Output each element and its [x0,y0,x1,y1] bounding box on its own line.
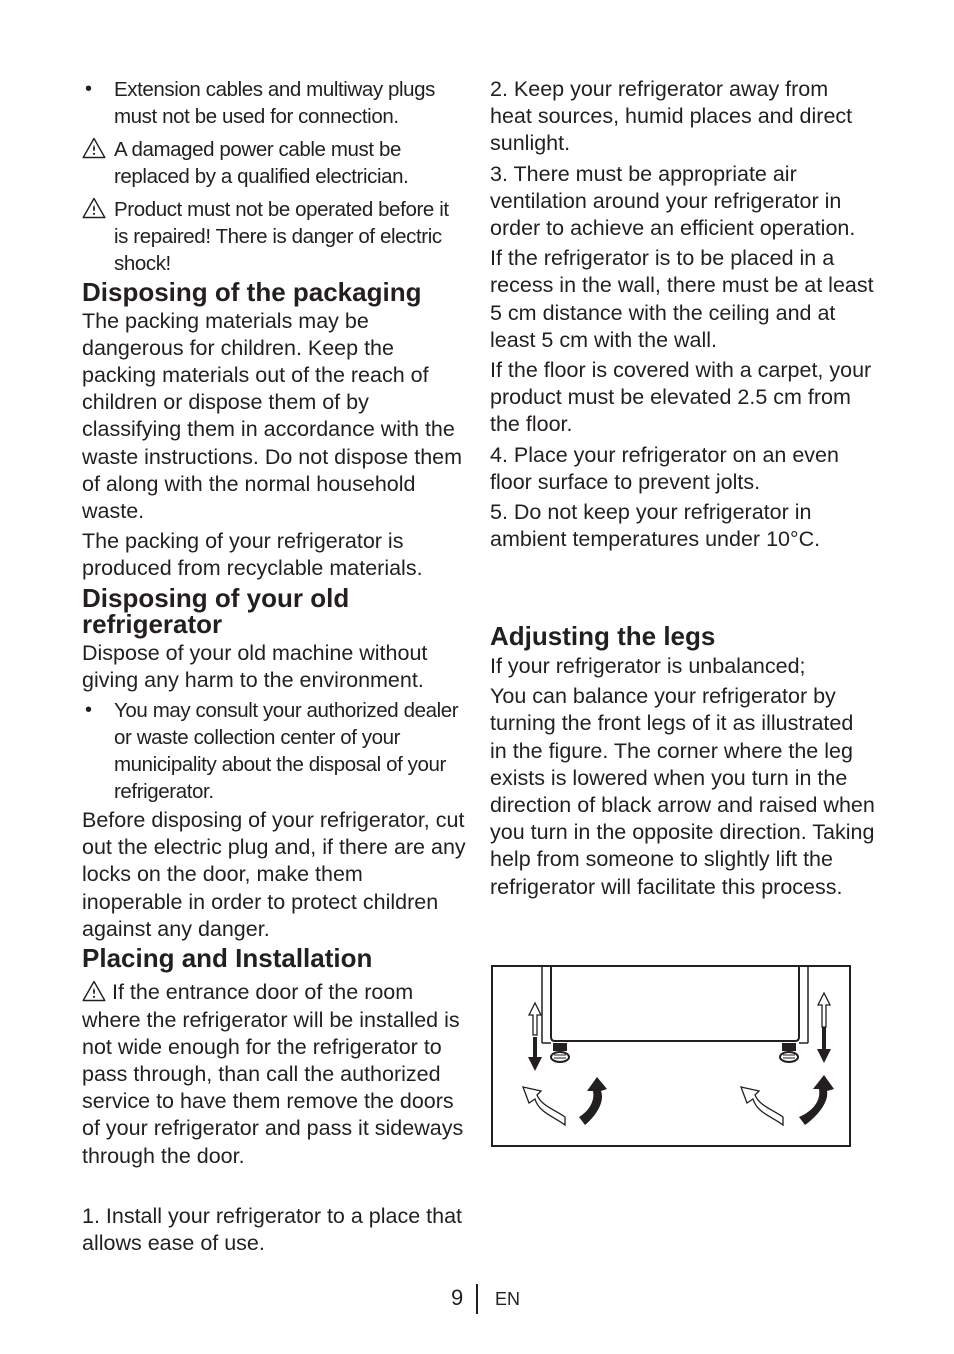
packaging-paragraph-2: The packing of your refrigerator is produced from recyclable materials. [82,529,423,581]
placing-warning [82,979,467,1169]
step-5: 5. Do not keep your refrigerator in ambient temperatures under 10°C. [490,500,821,552]
old-fridge-paragraph-1: Dispose of your old machine without giving any harm to the environment. [82,640,428,692]
heading-line-1: Disposing of your old [82,582,350,613]
warning-triangle-icon [82,137,106,159]
right-column [490,76,875,901]
page-footer [0,1283,954,1315]
heading-disposing-old-fridge [82,582,467,640]
recess-paragraph: If the refrigerator is to be placed in a recess in the wall, there must be at least 5 cm distance with the ceiling and at least 5 cm with the wall. [490,246,874,352]
leg-adjustment-figure [491,965,851,1147]
safety-list [82,76,467,277]
bullet-item [82,76,467,130]
legs-paragraph-2: You can balance your refrigerator by turning the front legs of it as illustrated in the figure. The corner where the leg exists is lowered when you turn in the direction of black arrow and raised when you turn in the opposite direction. Taking help from someone to slightly lift the refrigerator will facilitate this process. [490,684,875,899]
step-4: 4. Place your refrigerator on an even floor surface to prevent jolts. [490,442,839,494]
warning-item [82,196,467,277]
heading-placing-installation: Placing and Installation [82,942,373,973]
packaging-paragraph-1: The packing materials may be dangerous for children. Keep the packing materials out of the reach of children or dispose them of by classifying them in accordance with the waste instructions. Do not dispose them of along with the normal household waste. [82,308,463,523]
heading-adjusting-legs: Adjusting the legs [490,621,716,652]
leg-adjustment-illustration [493,967,849,1145]
warning-triangle-icon [82,197,106,219]
bullet-text: You may consult your authorized dealer or waste collection center of your municipality about the disposal of your refrigerator. [114,698,459,803]
item-text: A damaged power cable must be replaced by a qualified electrician. [114,138,409,188]
old-fridge-paragraph-2: Before disposing of your refrigerator, cut out the electric plug and, if there are any locks on the door, make them inoperable in order to protect children against any danger. [82,807,466,941]
page-number: 9 [451,1285,464,1310]
step-1: 1. Install your refrigerator to a place that allows ease of use. [82,1203,463,1256]
warning-marker [82,136,108,163]
language-label: EN [495,1289,521,1309]
item-text: Product must not be operated before it is repaired! There is danger of electric shock! [114,198,449,275]
bullet-marker: • [85,698,92,721]
legs-paragraph-1: If your refrigerator is unbalanced; [490,653,806,678]
warning-marker [82,196,108,223]
old-fridge-bullet [82,697,467,805]
heading-line-2: refrigerator [82,609,223,640]
bullet-marker: • [85,78,92,100]
item-text: Extension cables and multiway plugs must not be used for connection. [114,78,436,128]
placing-warning-text: If the entrance door of the room where the refrigerator will be installed is not wide enough for the refrigerator to pass through, than call the authorized service to have them remove the doors of your refrigerator and pass it sideways through the door. [82,980,464,1168]
step-3: 3. There must be appropriate air ventilation around your refrigerator in order to achieve an efficient operation. [490,161,856,241]
step-2: 2. Keep your refrigerator away from heat sources, humid places and direct sunlight. [490,77,853,156]
left-column [82,76,467,1257]
warning-triangle-icon [82,980,106,1002]
carpet-paragraph: If the floor is covered with a carpet, your product must be elevated 2.5 cm from the floor. [490,358,872,437]
heading-disposing-packaging: Disposing of the packaging [82,277,422,307]
footer-divider [476,1284,478,1314]
warning-item [82,136,467,190]
